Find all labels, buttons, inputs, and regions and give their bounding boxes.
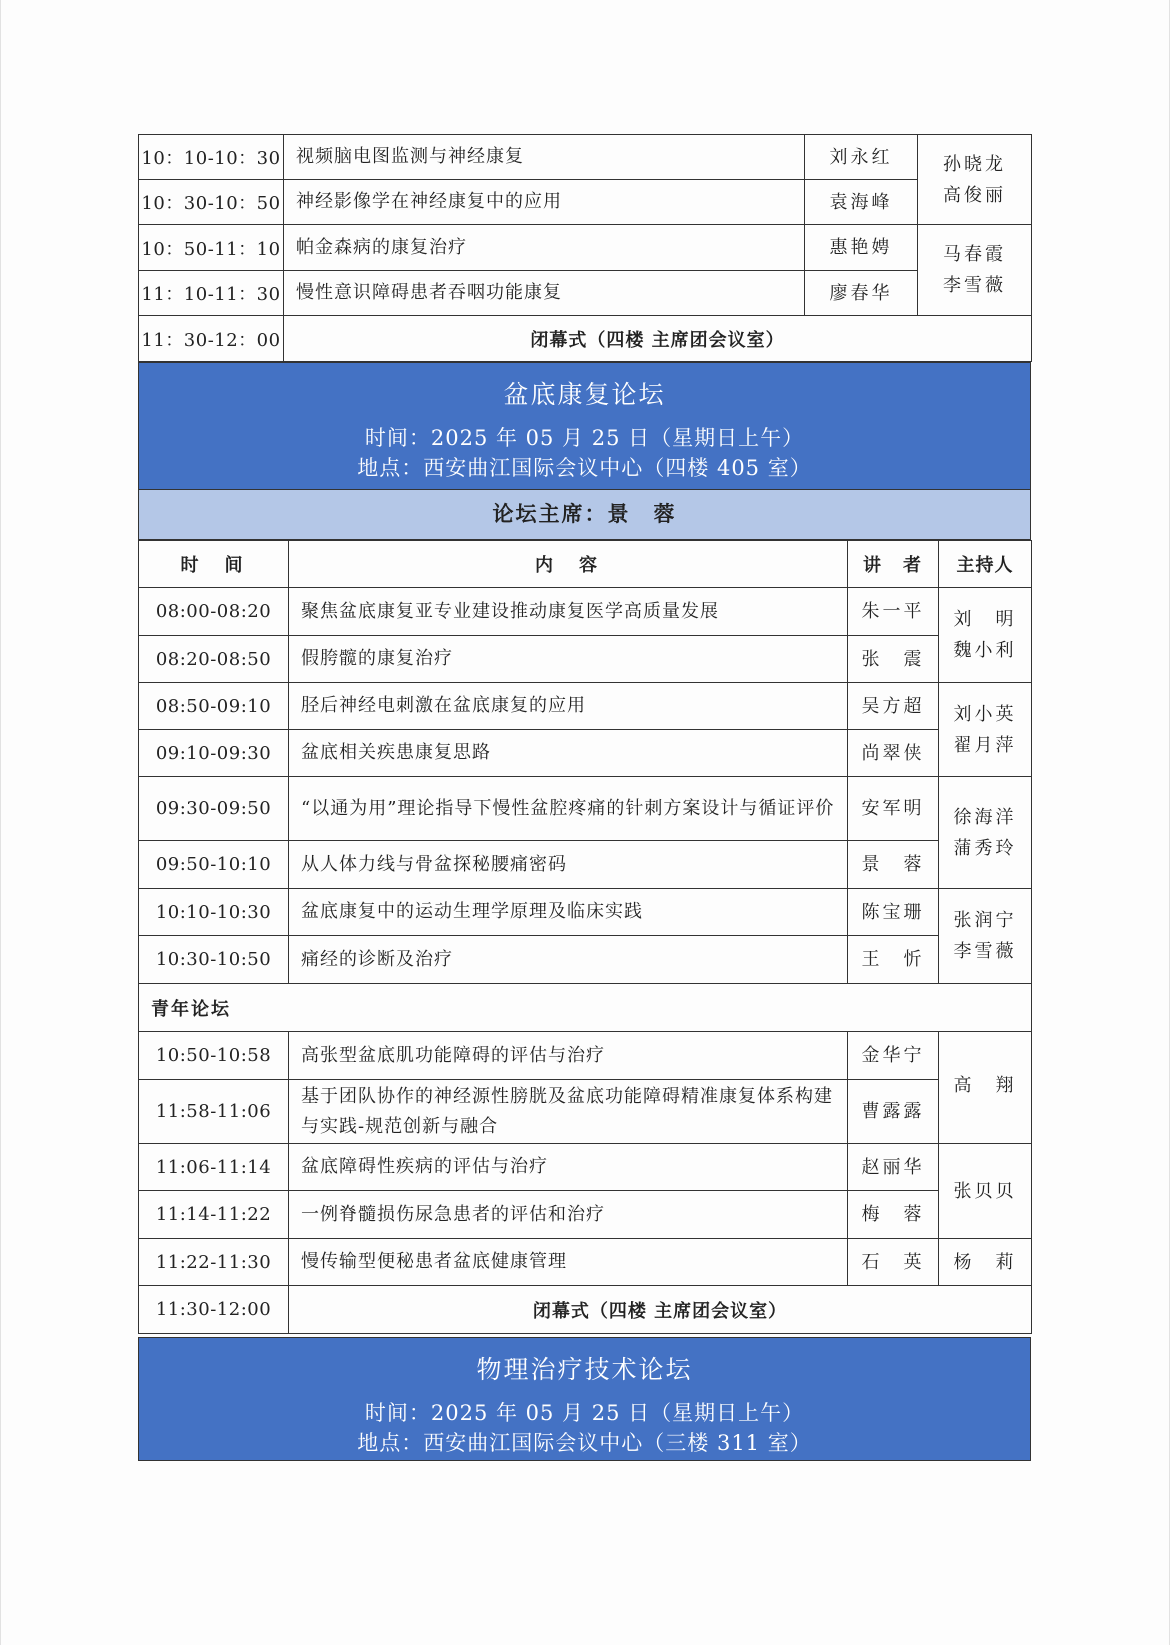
speaker-cell: 尚翠侠 bbox=[848, 730, 939, 777]
content-cell: 盆底障碍性疾病的评估与治疗 bbox=[289, 1144, 848, 1191]
table-row bbox=[139, 135, 1032, 180]
time-cell: 11：10-11：30 bbox=[139, 271, 284, 316]
speaker-cell: 袁海峰 bbox=[805, 180, 918, 225]
host-cell: 张贝贝 bbox=[939, 1144, 1032, 1239]
time-cell: 08:00-08:20 bbox=[139, 588, 289, 636]
forum-title: 物理治疗技术论坛 bbox=[476, 1355, 693, 1384]
table-row bbox=[139, 1032, 1032, 1080]
closing-row bbox=[139, 316, 1032, 362]
forum-location: 地点：西安曲江国际会议中心（四楼 405 室） bbox=[357, 456, 812, 480]
table-row bbox=[139, 683, 1032, 730]
content-cell: 盆底康复中的运动生理学原理及临床实践 bbox=[289, 889, 848, 936]
content-cell: 一例脊髓损伤尿急患者的评估和治疗 bbox=[289, 1191, 848, 1239]
time-cell: 11:06-11:14 bbox=[139, 1144, 289, 1191]
content-cell: 慢性意识障碍患者吞咽功能康复 bbox=[284, 271, 805, 316]
content-cell: 基于团队协作的神经源性膀胱及盆底功能障碍精准康复体系构建与实践-规范创新与融合 bbox=[289, 1080, 848, 1144]
content-cell: 视频脑电图监测与神经康复 bbox=[284, 135, 805, 180]
speaker-cell: 廖春华 bbox=[805, 271, 918, 316]
table-row bbox=[139, 730, 1032, 777]
header-host: 主持人 bbox=[939, 541, 1032, 588]
content-cell: “以通为用”理论指导下慢性盆腔疼痛的针刺方案设计与循证评价 bbox=[289, 777, 848, 841]
content-cell: 慢传输型便秘患者盆底健康管理 bbox=[289, 1239, 848, 1286]
content-cell: 神经影像学在神经康复中的应用 bbox=[284, 180, 805, 225]
schedule-table-previous bbox=[138, 134, 1032, 362]
content-cell: 胫后神经电刺激在盆底康复的应用 bbox=[289, 683, 848, 730]
schedule-table-pelvic bbox=[138, 540, 1032, 1334]
table-row bbox=[139, 588, 1032, 636]
youth-forum-row bbox=[139, 984, 1032, 1032]
speaker-cell: 惠艳娉 bbox=[805, 225, 918, 271]
table-row bbox=[139, 841, 1032, 889]
content-cell: 从人体力线与骨盆探秘腰痛密码 bbox=[289, 841, 848, 889]
host-cell: 马春霞 李雪薇 bbox=[918, 225, 1032, 316]
table-row bbox=[139, 1239, 1032, 1286]
host-cell: 杨 莉 bbox=[939, 1239, 1032, 1286]
time-cell: 10：10-10：30 bbox=[139, 135, 284, 180]
content-cell: 假胯髋的康复治疗 bbox=[289, 636, 848, 683]
table-row bbox=[139, 1080, 1032, 1144]
content-cell: 帕金森病的康复治疗 bbox=[284, 225, 805, 271]
table-row bbox=[139, 225, 1032, 271]
speaker-cell: 安军明 bbox=[848, 777, 939, 841]
table-row bbox=[139, 1144, 1032, 1191]
time-cell: 11:22-11:30 bbox=[139, 1239, 289, 1286]
forum-time: 时间：2025 年 05 月 25 日（星期日上午） bbox=[364, 1401, 805, 1425]
host-cell: 孙晓龙 高俊丽 bbox=[918, 135, 1032, 225]
time-cell: 10：30-10：50 bbox=[139, 180, 284, 225]
table-row bbox=[139, 271, 1032, 316]
time-cell: 10:30-10:50 bbox=[139, 936, 289, 984]
closing-ceremony-cell: 闭幕式（四楼 主席团会议室） bbox=[284, 316, 1032, 362]
forum-location: 地点：西安曲江国际会议中心（三楼 311 室） bbox=[357, 1431, 812, 1455]
time-cell: 10：50-11：10 bbox=[139, 225, 284, 271]
time-cell: 08:20-08:50 bbox=[139, 636, 289, 683]
speaker-cell: 石 英 bbox=[848, 1239, 939, 1286]
speaker-cell: 张 震 bbox=[848, 636, 939, 683]
speaker-cell: 景 蓉 bbox=[848, 841, 939, 889]
speaker-cell: 金华宁 bbox=[848, 1032, 939, 1080]
table-header-row bbox=[139, 541, 1032, 588]
time-cell: 09:10-09:30 bbox=[139, 730, 289, 777]
time-cell: 10:50-10:58 bbox=[139, 1032, 289, 1080]
speaker-cell: 赵丽华 bbox=[848, 1144, 939, 1191]
header-time: 时 间 bbox=[139, 541, 289, 588]
content-cell: 聚焦盆底康复亚专业建设推动康复医学高质量发展 bbox=[289, 588, 848, 636]
host-cell: 刘小英 翟月萍 bbox=[939, 683, 1032, 777]
time-cell: 09:30-09:50 bbox=[139, 777, 289, 841]
host-cell: 高 翔 bbox=[939, 1032, 1032, 1144]
table-row bbox=[139, 180, 1032, 225]
time-cell: 09:50-10:10 bbox=[139, 841, 289, 889]
speaker-cell: 朱一平 bbox=[848, 588, 939, 636]
time-cell: 11:30-12:00 bbox=[139, 1286, 289, 1334]
content-cell: 盆底相关疾患康复思路 bbox=[289, 730, 848, 777]
forum-title: 盆底康复论坛 bbox=[503, 380, 666, 409]
host-cell: 张润宁 李雪薇 bbox=[939, 889, 1032, 984]
speaker-cell: 王 忻 bbox=[848, 936, 939, 984]
header-speaker: 讲 者 bbox=[848, 541, 939, 588]
speaker-cell: 梅 蓉 bbox=[848, 1191, 939, 1239]
speaker-cell: 陈宝珊 bbox=[848, 889, 939, 936]
forum-header-physio bbox=[138, 1337, 1031, 1461]
table-row bbox=[139, 889, 1032, 936]
content-cell: 高张型盆底肌功能障碍的评估与治疗 bbox=[289, 1032, 848, 1080]
table-row bbox=[139, 936, 1032, 984]
closing-ceremony-cell: 闭幕式（四楼 主席团会议室） bbox=[289, 1286, 1032, 1334]
host-cell: 刘 明 魏小利 bbox=[939, 588, 1032, 683]
time-cell: 08:50-09:10 bbox=[139, 683, 289, 730]
host-cell: 徐海洋 蒲秀玲 bbox=[939, 777, 1032, 889]
closing-row bbox=[139, 1286, 1032, 1334]
table-row bbox=[139, 636, 1032, 683]
speaker-cell: 刘永红 bbox=[805, 135, 918, 180]
forum-time: 时间：2025 年 05 月 25 日（星期日上午） bbox=[364, 426, 805, 450]
table-row bbox=[139, 777, 1032, 841]
forum-header-pelvic bbox=[138, 362, 1031, 490]
forum-chair: 论坛主席：景 蓉 bbox=[138, 490, 1031, 540]
speaker-cell: 曹露露 bbox=[848, 1080, 939, 1144]
speaker-cell: 吴方超 bbox=[848, 683, 939, 730]
time-cell: 11:14-11:22 bbox=[139, 1191, 289, 1239]
time-cell: 11：30-12：00 bbox=[139, 316, 284, 362]
time-cell: 10:10-10:30 bbox=[139, 889, 289, 936]
table-row bbox=[139, 1191, 1032, 1239]
content-cell: 痛经的诊断及治疗 bbox=[289, 936, 848, 984]
youth-forum-label: 青年论坛 bbox=[139, 984, 1032, 1032]
time-cell: 11:58-11:06 bbox=[139, 1080, 289, 1144]
header-content: 内 容 bbox=[289, 541, 848, 588]
